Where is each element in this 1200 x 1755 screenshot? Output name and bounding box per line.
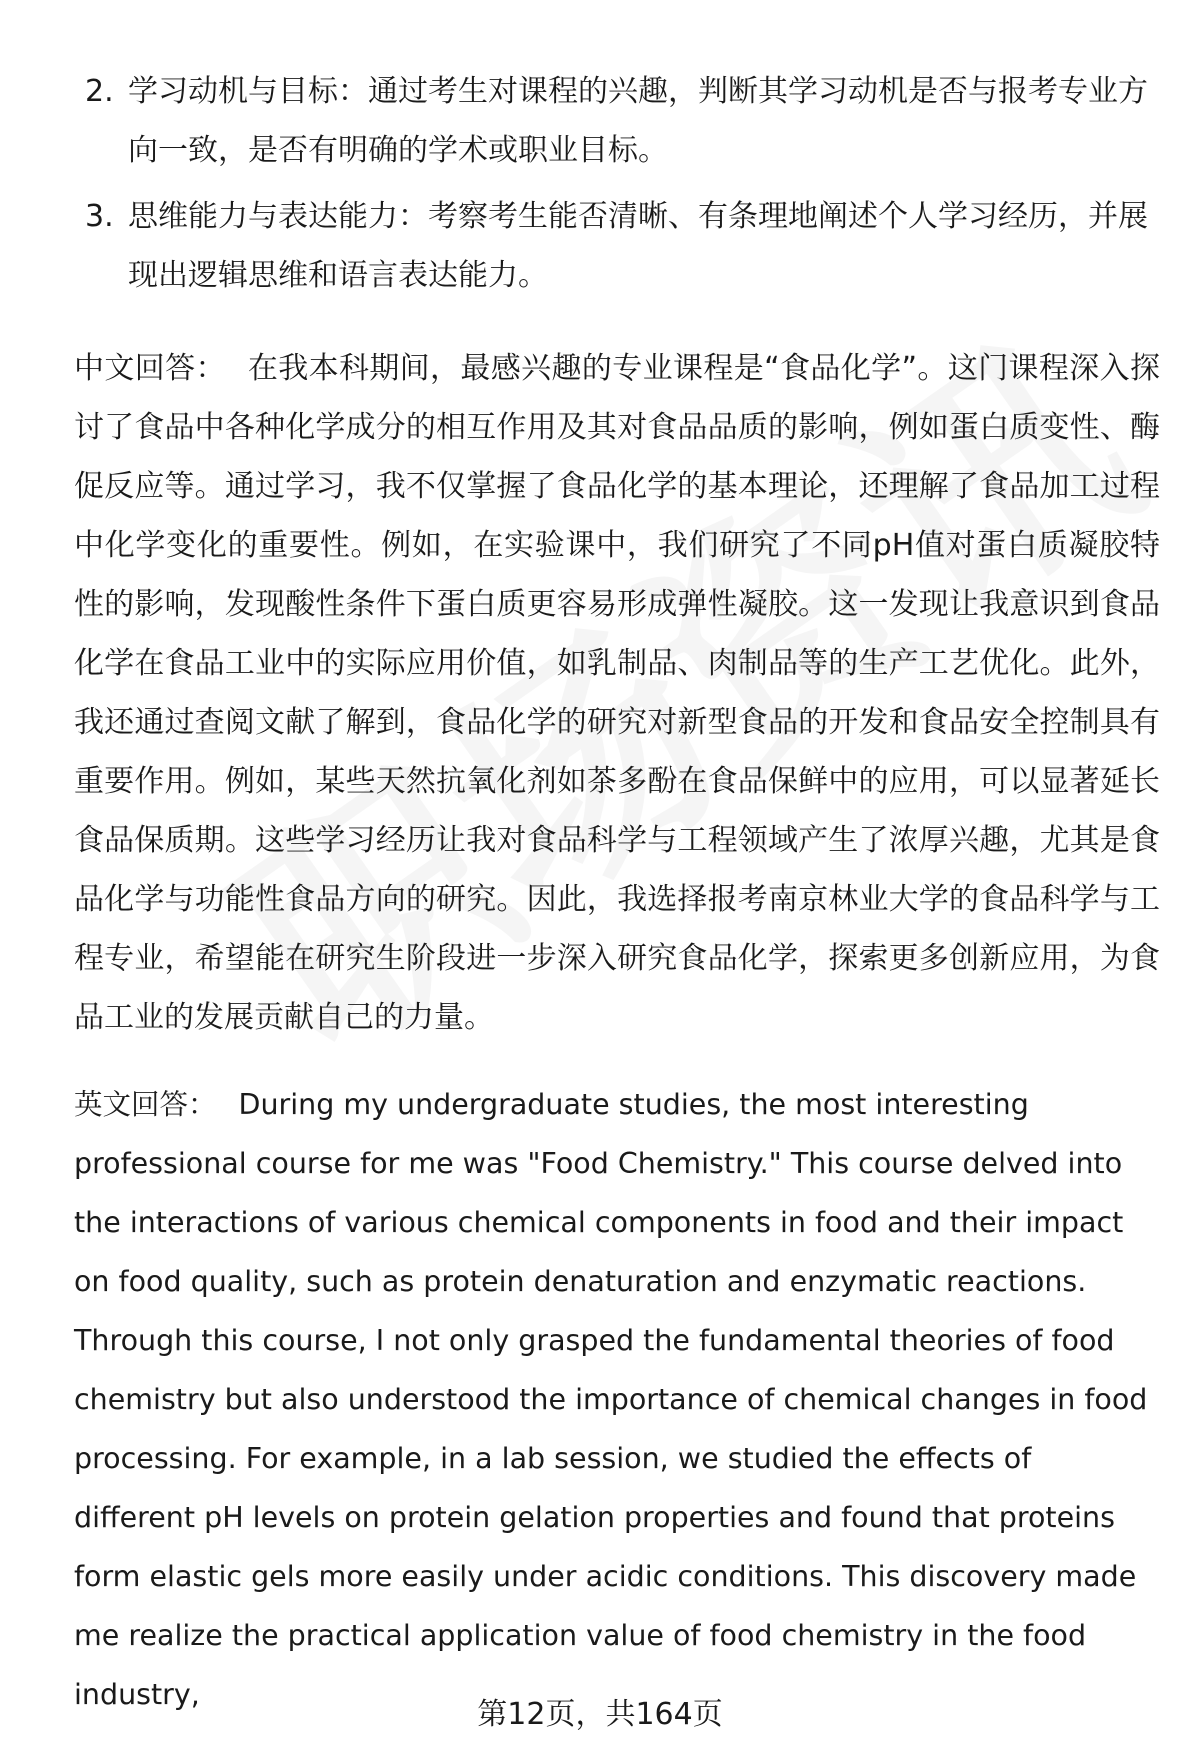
chinese-answer-text: 在我本科期间，最感兴趣的专业课程是“食品化学”。这门课程深入探讨了食品中各种化学成分的相互作用及其对食品品质的影响，例如蛋白质变性、酶促反应等。通过学习，我不仅掌握了食品化学的基本理论，还理解了食品加工过程中化学变化的重要性。例如，在实验课中，我们研究了不同pH值对蛋白质凝胶特性的影响，发现酸性条件下蛋白质更容易形成弹性凝胶。这一发现让我意识到食品化学在食品工业中的实际应用价值，如乳制品、肉制品等的生产工艺优化。此外，我还通过查阅文献了解到，食品化学的研究对新型食品的开发和食品安全控制具有重要作用。例如，某些天然抗氧化剂如茶多酚在食品保鲜中的应用，可以显著延长食品保质期。这些学习经历让我对食品科学与工程领域产生了浓厚兴趣，尤其是食品化学与功能性食品方向的研究。因此，我选择报考南京林业大学的食品科学与工程专业，希望能在研究生阶段进一步深入研究食品化学，探索更多创新应用，为食品工业的发展贡献自己的力量。 xyxy=(74,351,1160,1035)
criteria-list xyxy=(74,62,1160,305)
english-answer-paragraph xyxy=(74,1075,1160,1724)
document-page xyxy=(74,62,1160,1724)
page-number-footer: 第12页，共164页 xyxy=(477,1697,723,1732)
list-item-number: 2. xyxy=(85,74,114,109)
list-item-text: 学习动机与目标：通过考生对课程的兴趣，判断其学习动机是否与报考专业方向一致，是否有明确的学术或职业目标。 xyxy=(128,74,1148,168)
english-answer-text: During my undergraduate studies, the most interesting professional course for me was "Food Chemistry." This course delved into the interactions of various chemical components in food and their impact on food quality, such as protein denaturation and enzymatic reactions. Through this course, I not only grasped the fundamental theories of food chemistry but also understood the importance of chemical changes in food processing. For example, in a lab session, we studied the effects of different pH levels on protein gelation properties and found that proteins form elastic gels more easily under acidic conditions. This discovery made me realize the practical application value of food chemistry in the food industry, xyxy=(74,1088,1148,1711)
list-item-number: 3. xyxy=(85,199,114,234)
english-answer-label: 英文回答： xyxy=(74,1088,217,1121)
list-item-text: 思维能力与表达能力：考察考生能否清晰、有条理地阐述个人学习经历，并展现出逻辑思维和语言表达能力。 xyxy=(128,199,1148,293)
list-item xyxy=(74,62,1160,180)
list-item xyxy=(74,187,1160,305)
chinese-answer-paragraph xyxy=(74,339,1160,1047)
chinese-answer-label: 中文回答： xyxy=(74,351,226,386)
